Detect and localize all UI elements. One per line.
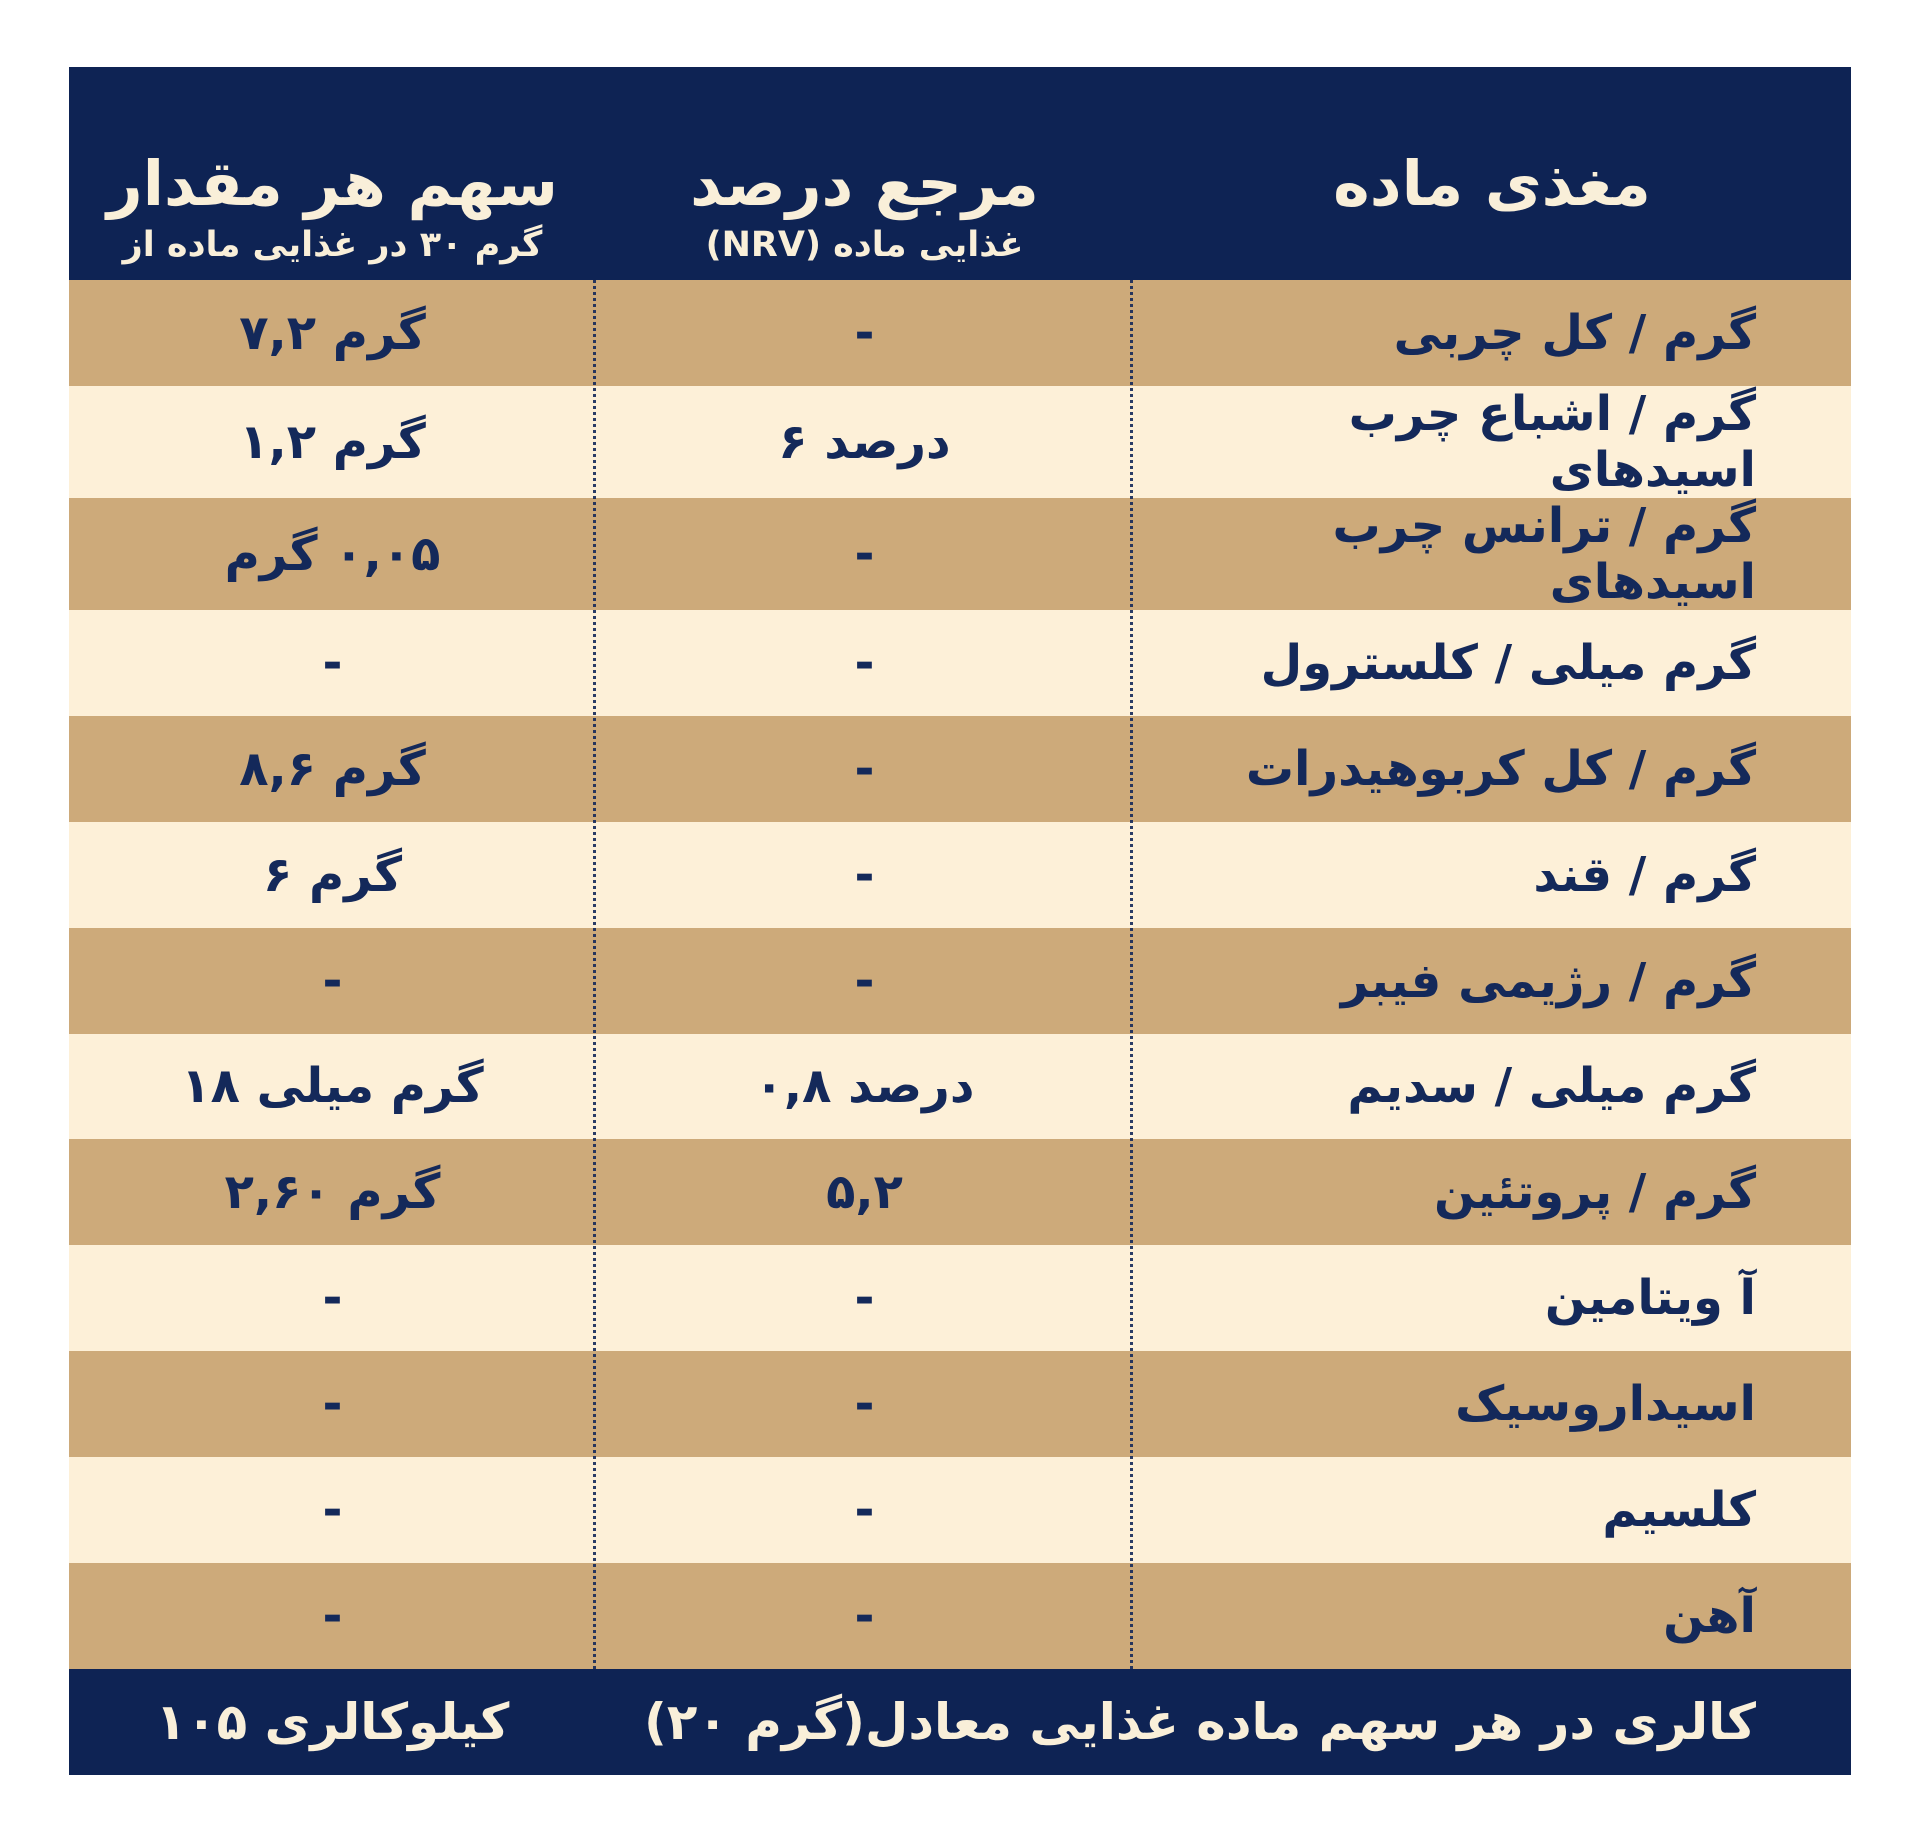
header-percent-subtitle: غذایی ماده (NRV) — [705, 225, 1024, 265]
table-row — [69, 928, 1851, 1034]
table-row — [69, 1563, 1851, 1669]
table-row — [69, 1351, 1851, 1457]
nutrient-cell: گرم / قند — [1533, 846, 1756, 903]
header-percent-title: مرجع درصد — [690, 146, 1039, 220]
table-row — [69, 498, 1851, 610]
calories-value: کیلوکالری ۱۰۵ — [155, 1693, 510, 1751]
nrv-percent-cell: - — [854, 1270, 875, 1327]
nrv-percent-cell: درصد ۰,۸ — [754, 1058, 975, 1115]
amount-cell: گرم ۱,۲ — [239, 413, 426, 470]
nutrient-cell: آهن — [1663, 1588, 1756, 1645]
amount-cell: گرم ۶ — [263, 846, 402, 903]
header-nutrient-title: مغذی ماده — [1333, 146, 1651, 220]
amount-cell: - — [322, 952, 343, 1009]
amount-cell: گرم میلی ۱۸ — [181, 1058, 484, 1115]
nrv-percent-cell: - — [854, 740, 875, 797]
nrv-percent-cell: - — [854, 1482, 875, 1539]
table-row — [69, 610, 1851, 716]
amount-cell: گرم ۷,۲ — [239, 304, 426, 361]
header-amount-subtitle: گرم ۳۰ در غذایی ماده از — [122, 225, 543, 265]
table-row — [69, 1245, 1851, 1351]
nrv-percent-cell: - — [854, 634, 875, 691]
table-row — [69, 1034, 1851, 1140]
nrv-percent-cell: درصد ۶ — [778, 413, 951, 470]
nutrient-cell: گرم / ترانس چرب اسیدهای — [1332, 497, 1756, 610]
nrv-percent-cell: ۵,۲ — [826, 1164, 903, 1221]
nutrient-cell: گرم / اشباع چرب اسیدهای — [1348, 385, 1756, 498]
nutrient-cell: گرم میلی / کلسترول — [1260, 634, 1756, 691]
amount-cell: - — [322, 1376, 343, 1433]
table-row — [69, 1139, 1851, 1245]
table-body — [69, 280, 1851, 1669]
amount-cell: گرم ۸,۶ — [239, 740, 426, 797]
nutrition-facts-table — [69, 67, 1851, 1775]
nutrient-cell: گرم / رژیمی فیبر — [1340, 952, 1756, 1009]
nrv-percent-cell: - — [854, 525, 875, 582]
amount-cell: - — [322, 1588, 343, 1645]
nutrient-cell: آ ویتامین — [1544, 1270, 1756, 1327]
table-row — [69, 280, 1851, 386]
amount-cell: ۰,۰۵ گرم — [224, 525, 441, 582]
header-nutrient-column — [1133, 67, 1851, 280]
nrv-percent-cell: - — [854, 1376, 875, 1433]
nrv-percent-cell: - — [854, 846, 875, 903]
amount-cell: - — [322, 1270, 343, 1327]
table-header — [69, 67, 1851, 280]
table-row — [69, 386, 1851, 498]
header-percent-column — [596, 67, 1133, 280]
amount-cell: - — [322, 634, 343, 691]
header-amount-title: سهم هر مقدار — [107, 146, 559, 220]
nrv-percent-cell: - — [854, 304, 875, 361]
column-divider-dotted — [1130, 280, 1133, 1669]
nutrient-cell: گرم / کل کربوهیدرات — [1245, 740, 1756, 797]
nrv-percent-cell: - — [854, 1588, 875, 1645]
amount-cell: - — [322, 1482, 343, 1539]
nutrient-cell: گرم / پروتئین — [1433, 1164, 1756, 1221]
nrv-percent-cell: - — [854, 952, 875, 1009]
calories-label: کالری در هر سهم ماده غذایی معادل(گرم ۲۰) — [643, 1693, 1756, 1751]
table-footer — [69, 1669, 1851, 1775]
table-row — [69, 1457, 1851, 1563]
table-row — [69, 822, 1851, 928]
nutrient-cell: گرم / کل چربی — [1393, 304, 1756, 361]
nutrient-cell: گرم میلی / سدیم — [1347, 1058, 1756, 1115]
header-amount-column — [69, 67, 596, 280]
amount-cell: گرم ۲,۶۰ — [224, 1164, 441, 1221]
table-row — [69, 716, 1851, 822]
nutrient-cell: اسیداروسیک — [1455, 1376, 1756, 1433]
nutrient-cell: کلسیم — [1602, 1482, 1756, 1539]
column-divider-dotted — [593, 280, 596, 1669]
